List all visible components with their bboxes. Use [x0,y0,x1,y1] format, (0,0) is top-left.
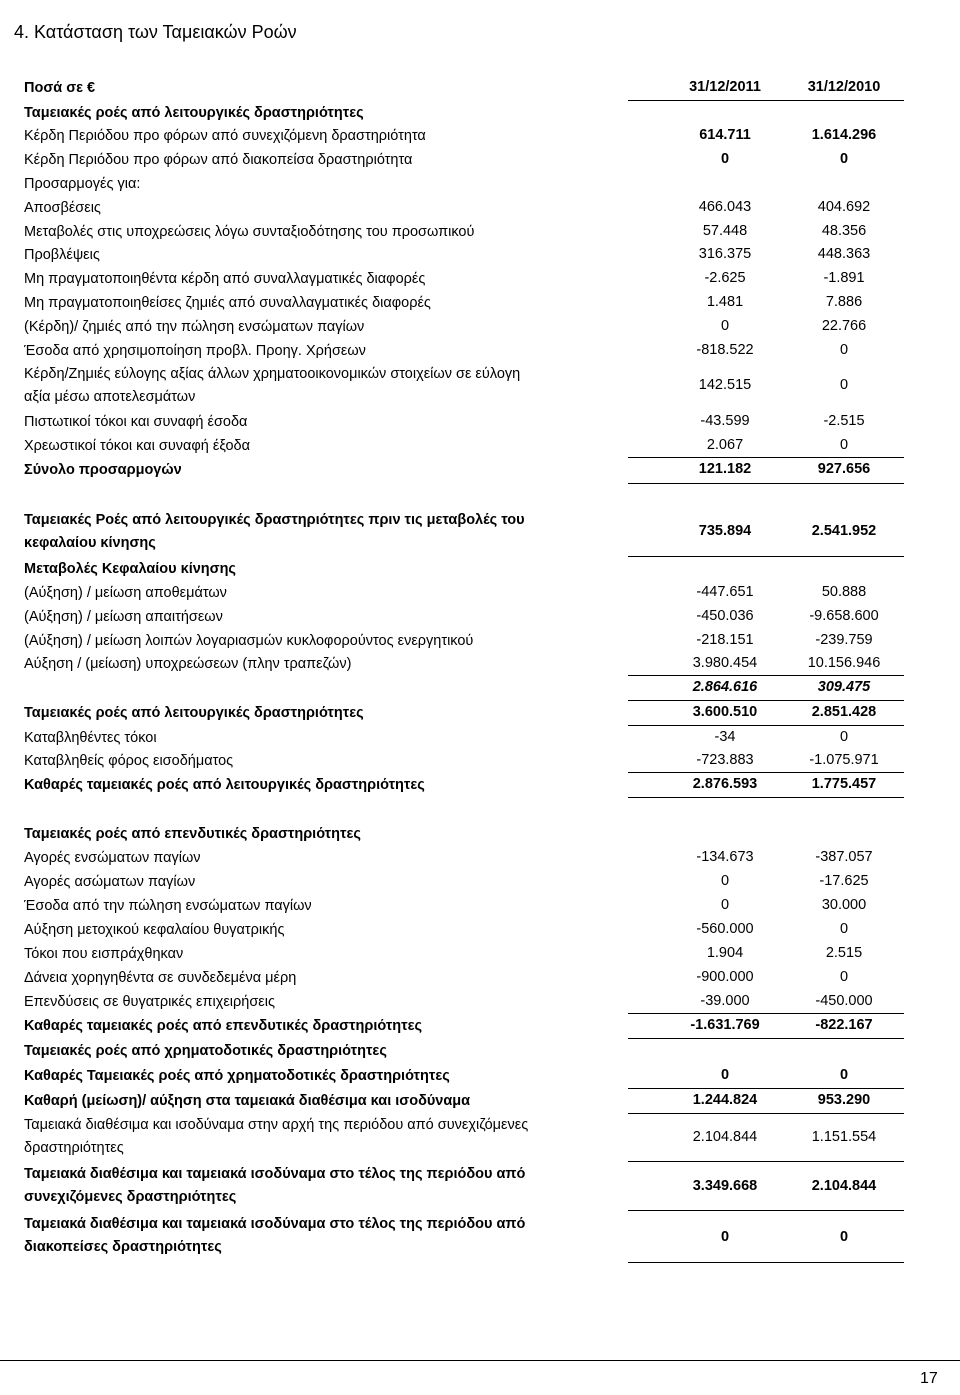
table-row: Δάνεια χορηγηθέντα σε συνδεδεμένα μέρη -900.000 0 [24,969,849,986]
table-row: Καθαρή (μείωση)/ αύξηση στα ταμειακά διαθέσιμα και ισοδύναμα 1.244.824 953.290 [24,1092,871,1109]
table-row: Καταβληθέντες τόκοι -34 0 [24,729,849,746]
table-row: Προσαρμογές για: [24,176,141,192]
table-row: Καθαρές ταμειακές ροές από επενδυτικές δραστηριότητες -1.631.769 -822.167 [24,1017,873,1034]
table-row: Ταμειακές ροές από χρηματοδοτικές δραστηριότητες [24,1043,387,1059]
table-row: Αύξηση / (μείωση) υποχρεώσεων (πλην τραπεζών) 3.980.454 10.156.946 [24,655,881,672]
table-row: Κέρδη/Ζημιές εύλογης αξίας άλλων χρηματοοικονομικών στοιχείων σε εύλογη αξία μέσω αποτελεσμάτων 142.515 0 [24,366,849,405]
column-2010: 31/12/2010 [807,79,881,95]
table-row: Έσοδα από χρησιμοποίηση προβλ. Προηγ. Χρήσεων -818.522 0 [24,342,849,359]
table-row: Σύνολο προσαρμογών 121.182 927.656 [24,461,871,478]
table-row: Ταμειακές Ροές από λειτουργικές δραστηριότητες πριν τις μεταβολές του κεφαλαίου κίνησης 735.894 2.541.952 [24,512,877,551]
table-row: Ταμειακές ροές από λειτουργικές δραστηριότητες [24,105,364,121]
table-row: Αγορές ενσώματων παγίων -134.673 -387.057 [24,849,873,866]
table-row: Μεταβολές Κεφαλαίου κίνησης [24,561,236,577]
table-row: Επενδύσεις σε θυγατρικές επιχειρήσεις -39.000 -450.000 [24,993,873,1010]
subtotal-underline [628,1262,904,1263]
table-row: Αύξηση μετοχικού κεφαλαίου θυγατρικής -560.000 0 [24,921,849,938]
subtotal-underline [628,1161,904,1162]
table-row: Κέρδη Περιόδου προ φόρων από διακοπείσα δραστηριότητα 0 0 [24,151,849,168]
currency-label: Ποσά σε € [24,80,96,96]
table-header [24,76,904,100]
table-row: Προβλέψεις 316.375 448.363 [24,246,871,263]
section-title: 4. Κατάσταση των Ταμειακών Ροών [14,22,297,42]
table-row: 2.864.616 309.475 [692,679,871,695]
table-row: Ταμειακές ροές από λειτουργικές δραστηριότητες 3.600.510 2.851.428 [24,704,877,721]
table-row: Καθαρές ταμειακές ροές από λειτουργικές δραστηριότητες 2.876.593 1.775.457 [24,776,877,793]
table-row: Αγορές ασώματων παγίων 0 -17.625 [24,873,869,890]
footer-divider [0,1360,960,1361]
table-row: Ταμειακά διαθέσιμα και ταμειακά ισοδύναμα στο τέλος της περιόδου από διακοπείσες δραστηριότητες 0 0 [24,1216,849,1255]
table-row: Αποσβέσεις 466.043 404.692 [24,199,871,216]
subtotal-underline [628,797,904,798]
subtotal-underline [628,483,904,484]
table-row: Κέρδη Περιόδου προ φόρων από συνεχιζόμενη δραστηριότητα 614.711 1.614.296 [24,127,877,144]
table-row: Μη πραγματοποιηθέντα κέρδη από συναλλαγματικές διαφορές -2.625 -1.891 [24,270,865,287]
table-row: (Αύξηση) / μείωση αποθεμάτων -447.651 50.888 [24,584,867,601]
table-row: Μη πραγματοποιηθείσες ζημιές από συναλλαγματικές διαφορές 1.481 7.886 [24,294,863,311]
table-row: Μεταβολές στις υποχρεώσεις λόγω συνταξιοδότησης του προσωπικού 57.448 48.356 [24,223,867,240]
page-number: 17 [920,1370,938,1387]
column-2011: 31/12/2011 [689,79,761,95]
subtotal-underline [628,1210,904,1211]
table-row: (Αύξηση) / μείωση λοιπών λογαριασμών κυκλοφορούντος ενεργητικού -218.151 -239.759 [24,632,873,649]
table-row: Έσοδα από την πώληση ενσώματων παγίων 0 30.000 [24,897,867,914]
table-row: Τόκοι που εισπράχθηκαν 1.904 2.515 [24,945,863,962]
table-row: Ταμειακές ροές από επενδυτικές δραστηριότητες [24,826,361,842]
table-row: Ταμειακά διαθέσιμα και ισοδύναμα στην αρχή της περιόδου από συνεχιζόμενες δραστηριότητες 2.104.844 1.151.554 [24,1117,877,1156]
table-row: (Κέρδη)/ ζημιές από την πώληση ενσώματων παγίων 0 22.766 [24,318,867,335]
table-row: Καθαρές Ταμειακές ροές από χρηματοδοτικές δραστηριότητες 0 0 [24,1067,849,1084]
table-row: Χρεωστικοί τόκοι και συναφή έξοδα 2.067 0 [24,437,849,454]
table-row: Πιστωτικοί τόκοι και συναφή έσοδα -43.599 -2.515 [24,413,865,430]
table-row: Καταβληθείς φόρος εισοδήματος -723.883 -1.075.971 [24,752,879,769]
table-row: Ταμειακά διαθέσιμα και ταμειακά ισοδύναμα στο τέλος της περιόδου από συνεχιζόμενες δραστηριότητες 3.349.668 2.104.844 [24,1166,877,1205]
table-row: (Αύξηση) / μείωση απαιτήσεων -450.036 -9.658.600 [24,608,879,625]
